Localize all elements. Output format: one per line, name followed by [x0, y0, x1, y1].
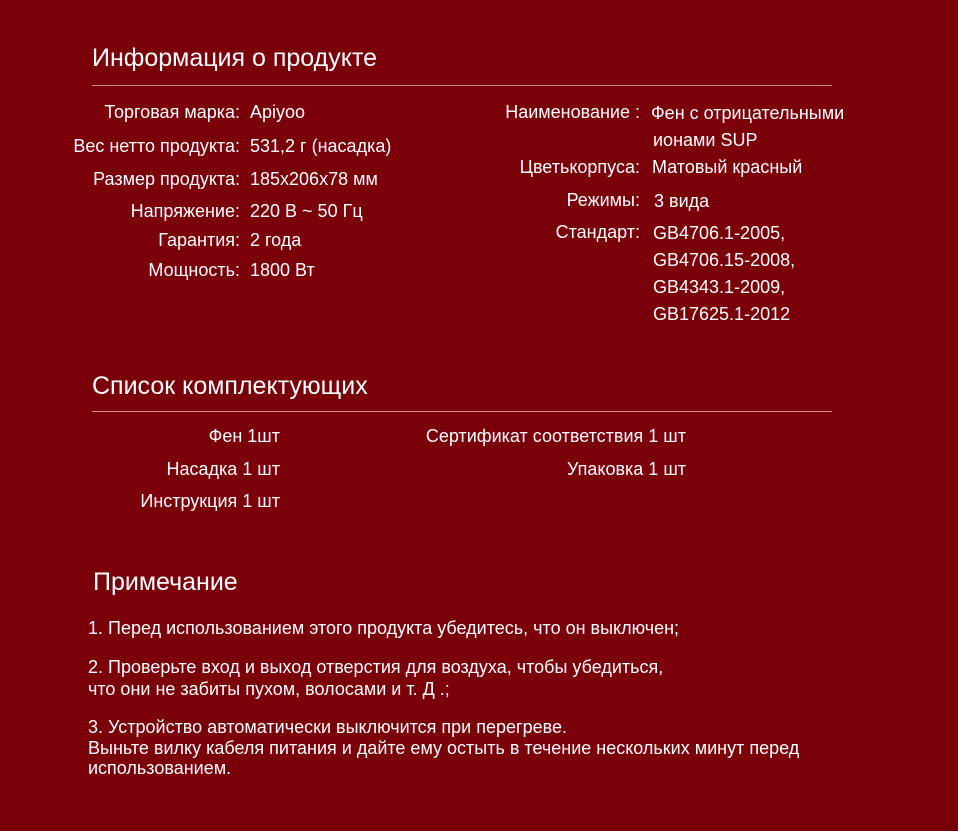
note-3-line2: Выньте вилку кабеля питания и дайте ему остыть в течение нескольких минут перед — [88, 738, 800, 758]
note-1: 1. Перед использованием этого продукта убедитесь, что он выключен; — [88, 618, 680, 638]
body-color-value: Матовый красный — [652, 157, 803, 177]
brand-label: Торговая марка: — [104, 102, 240, 122]
component-item-package: Упаковка 1 шт — [566, 459, 686, 479]
power-label: Мощность: — [148, 260, 240, 280]
component-item-dryer: Фен 1шт — [208, 426, 280, 446]
component-item-manual: Инструкция 1 шт — [140, 491, 280, 511]
size-label: Размер продукта: — [93, 169, 240, 189]
body-color-label: Цветькорпуса: — [519, 157, 640, 177]
note-2-line1: 2. Проверьте вход и выход отверстия для воздуха, чтобы убедиться, — [88, 657, 664, 677]
note-2-line2: что они не забиты пухом, волосами и т. Д .; — [88, 679, 450, 699]
standard-value-2: GB4706.15-2008, — [653, 250, 796, 270]
standard-value-3: GB4343.1-2009, — [653, 277, 786, 297]
note-3-line1: 3. Устройство автоматически выключится при перегреве. — [88, 717, 567, 737]
product-name-value-line2: ионами SUP — [653, 130, 758, 150]
voltage-label: Напряжение: — [130, 201, 240, 221]
components-divider — [92, 411, 832, 412]
voltage-value: 220 В ~ 50 Гц — [250, 201, 363, 221]
warranty-label: Гарантия: — [158, 230, 240, 250]
component-item-certificate: Сертификат соответствия 1 шт — [425, 426, 686, 446]
notes-heading: Примечание — [93, 568, 238, 596]
note-3-line3: использованием. — [88, 758, 232, 778]
modes-label: Режимы: — [566, 190, 640, 210]
product-info-divider — [92, 85, 832, 86]
power-value: 1800 Вт — [250, 260, 315, 280]
product-name-label: Наименование : — [505, 102, 640, 122]
components-heading: Список комплектующих — [92, 372, 368, 400]
product-info-heading: Информация о продукте — [92, 44, 378, 72]
size-value: 185x206x78 мм — [250, 169, 378, 189]
net-weight-value: 531,2 г (насадка) — [250, 136, 392, 156]
warranty-value: 2 года — [250, 230, 302, 250]
net-weight-label: Вес нетто продукта: — [73, 136, 240, 156]
standard-label: Стандарт: — [555, 222, 640, 242]
brand-value: Apiyoo — [250, 102, 306, 122]
modes-value: 3 вида — [654, 191, 710, 211]
product-name-value-line1: Фен с отрицательными — [651, 103, 845, 123]
standard-value-1: GB4706.1-2005, — [653, 223, 786, 243]
component-item-nozzle: Насадка 1 шт — [166, 459, 280, 479]
standard-value-4: GB17625.1-2012 — [653, 304, 791, 324]
